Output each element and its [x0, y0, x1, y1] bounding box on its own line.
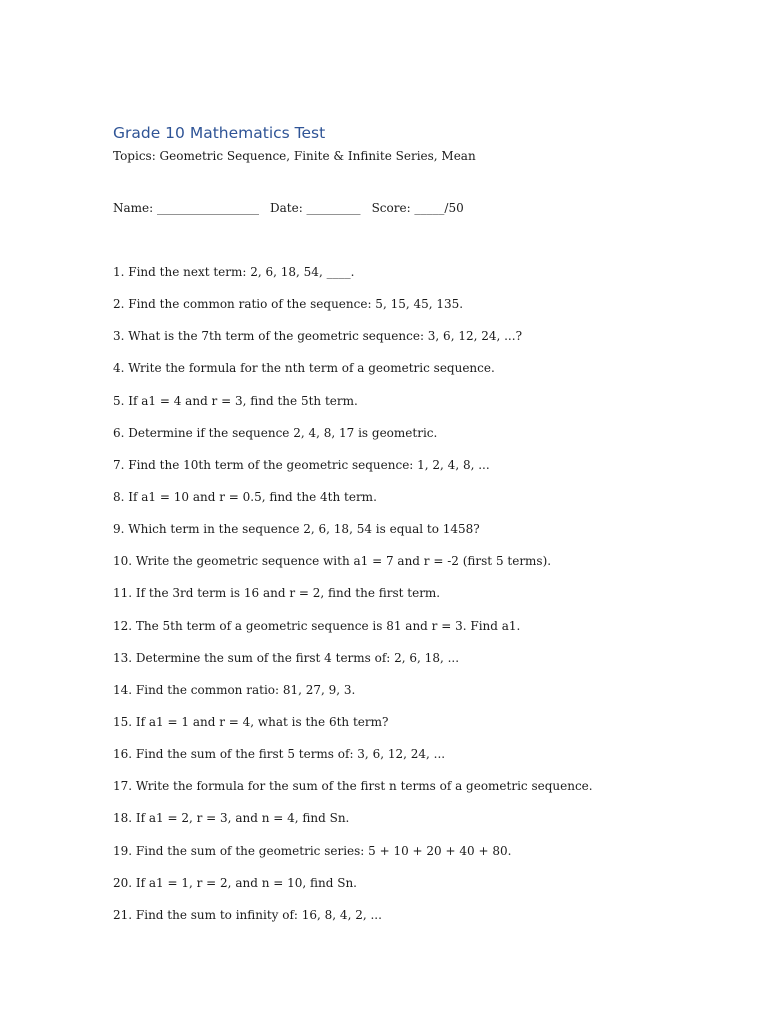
question-item: 8. If a1 = 10 and r = 0.5, find the 4th term.: [113, 489, 377, 504]
question-item: 18. If a1 = 2, r = 3, and n = 4, find Sn.: [113, 811, 350, 826]
date-field: Date: _________: [270, 201, 361, 215]
question-list: [113, 264, 593, 939]
question-item: 6. Determine if the sequence 2, 4, 8, 17 is geometric.: [113, 425, 438, 440]
question-item: 5. If a1 = 4 and r = 3, find the 5th term.: [113, 393, 358, 408]
name-field: Name: _________________: [113, 201, 259, 215]
question-item: 21. Find the sum to infinity of: 16, 8, 4, 2, ...: [113, 907, 382, 922]
student-info-line: [113, 201, 464, 215]
question-item: 19. Find the sum of the geometric series: 5 + 10 + 20 + 40 + 80.: [113, 843, 512, 858]
question-item: 1. Find the next term: 2, 6, 18, 54, ____.: [113, 265, 355, 279]
question-item: 4. Write the formula for the nth term of a geometric sequence.: [113, 361, 495, 376]
question-item: 9. Which term in the sequence 2, 6, 18, 54 is equal to 1458?: [113, 522, 480, 537]
question-item: 20. If a1 = 1, r = 2, and n = 10, find Sn.: [113, 875, 357, 890]
score-field: Score: _____/50: [371, 201, 464, 215]
document-subtitle: Topics: Geometric Sequence, Finite & Infinite Series, Mean: [113, 149, 476, 163]
question-item: 12. The 5th term of a geometric sequence is 81 and r = 3. Find a1.: [113, 618, 521, 633]
question-item: 14. Find the common ratio: 81, 27, 9, 3.: [113, 682, 356, 697]
question-item: 10. Write the geometric sequence with a1 = 7 and r = -2 (first 5 terms).: [113, 554, 552, 569]
question-item: 17. Write the formula for the sum of the first n terms of a geometric sequence.: [113, 779, 593, 794]
question-item: 7. Find the 10th term of the geometric sequence: 1, 2, 4, 8, ...: [113, 457, 490, 472]
question-item: 15. If a1 = 1 and r = 4, what is the 6th term?: [113, 714, 389, 729]
question-item: 16. Find the sum of the first 5 terms of: 3, 6, 12, 24, ...: [113, 747, 446, 762]
document-title: Grade 10 Mathematics Test: [113, 124, 326, 142]
question-item: 11. If the 3rd term is 16 and r = 2, find the first term.: [113, 586, 441, 601]
question-item: 13. Determine the sum of the first 4 terms of: 2, 6, 18, ...: [113, 650, 460, 665]
question-item: 2. Find the common ratio of the sequence: 5, 15, 45, 135.: [113, 297, 464, 312]
question-item: 3. What is the 7th term of the geometric sequence: 3, 6, 12, 24, ...?: [113, 329, 522, 344]
